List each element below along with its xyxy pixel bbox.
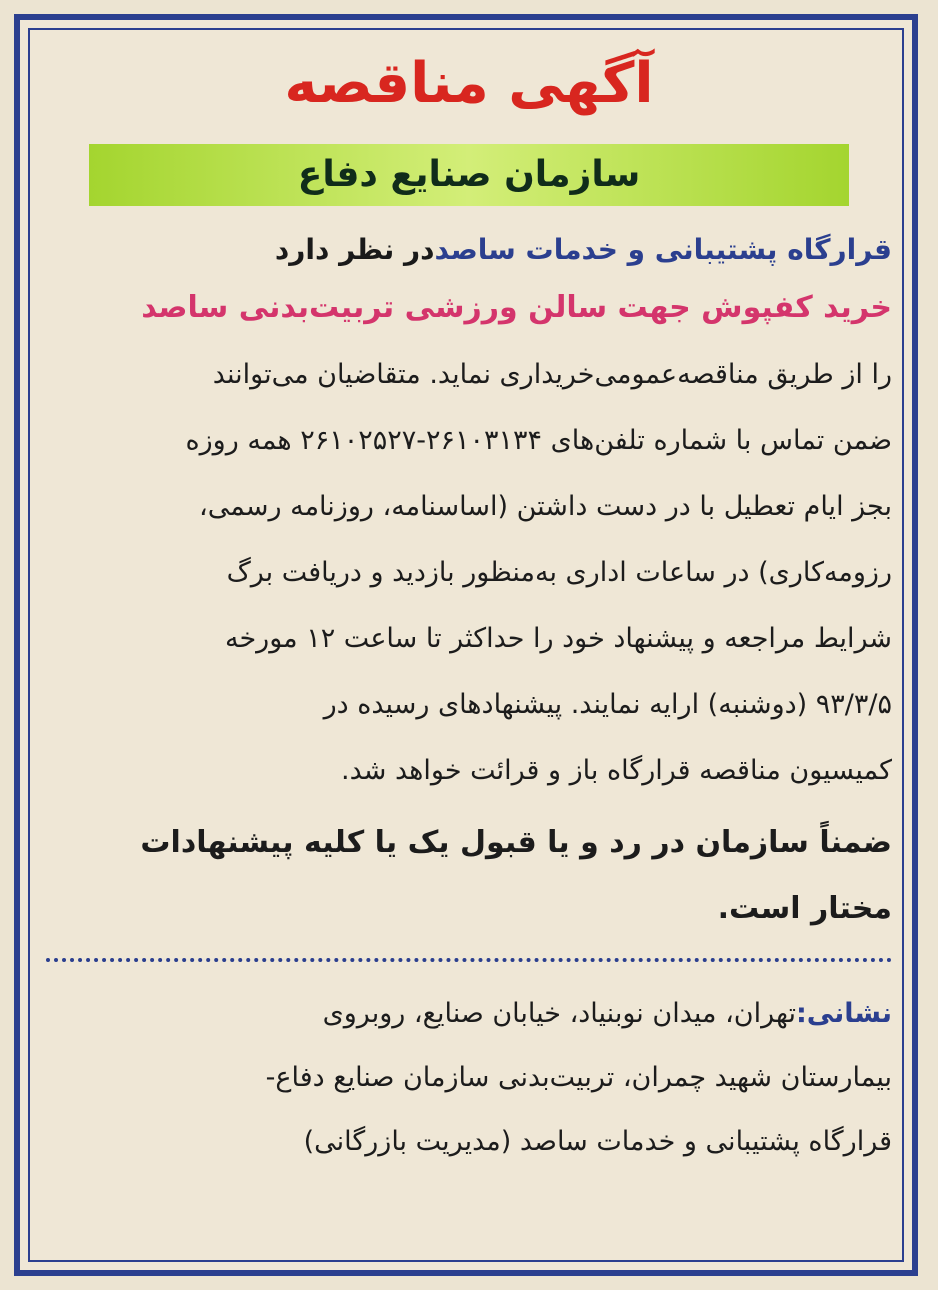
body-line: بجز ایام تعطیل با در دست داشتن (اساسنامه، روزنامه رسمی، <box>199 491 892 522</box>
notice-line: ضمناً سازمان در رد و یا قبول یک یا کلیه پیشنهادات <box>140 825 892 860</box>
address-line <box>46 982 892 1046</box>
ad-content <box>46 46 892 1174</box>
body-line: رزومه‌کاری) در ساعات اداری به‌منظور بازدید و دریافت برگ <box>226 557 892 588</box>
ad-body <box>46 342 892 804</box>
address-text: تهران، میدان نوبنیاد، خیابان صنایع، روبروی <box>322 998 796 1029</box>
body-line: شرایط مراجعه و پیشنهاد خود را حداکثر تا ساعت ۱۲ مورخه <box>225 623 892 654</box>
intro-tail: در نظر دارد <box>274 233 435 266</box>
address-line: قرارگاه پشتیبانی و خدمات ساصد (مدیریت بازرگانی) <box>303 1126 892 1157</box>
body-line: ۹۳/۳/۵ (دوشنبه) ارایه نمایند. پیشنهادهای رسیده در <box>323 689 892 720</box>
dotted-divider <box>46 958 892 962</box>
body-line: ضمن تماس با شماره تلفن‌های ۲۶۱۰۳۱۳۴-۲۶۱۰۲۵۲۷ همه روزه <box>185 425 892 456</box>
intro-lead: قرارگاه پشتیبانی و خدمات ساصد <box>434 233 892 266</box>
body-line: را از طریق مناقصه‌عمومی‌خریداری نماید. متقاضیان می‌توانند <box>212 359 892 390</box>
body-line: کمیسیون مناقصه قرارگاه باز و قرائت خواهد شد. <box>341 755 892 786</box>
tender-subject: خرید کفپوش جهت سالن ورزشی تربیت‌بدنی ساصد <box>141 290 892 325</box>
address-label: نشانی: <box>795 998 892 1029</box>
ad-address <box>46 982 892 1174</box>
ad-headline: آگهی مناقصه <box>284 51 654 116</box>
notice-line: مختار است. <box>717 891 892 926</box>
organization-banner: سازمان صنایع دفاع <box>89 144 849 206</box>
ad-notice <box>46 810 892 942</box>
intro-line <box>46 226 892 274</box>
address-line: بیمارستان شهید چمران، تربیت‌بدنی سازمان صنایع دفاع- <box>265 1062 892 1093</box>
